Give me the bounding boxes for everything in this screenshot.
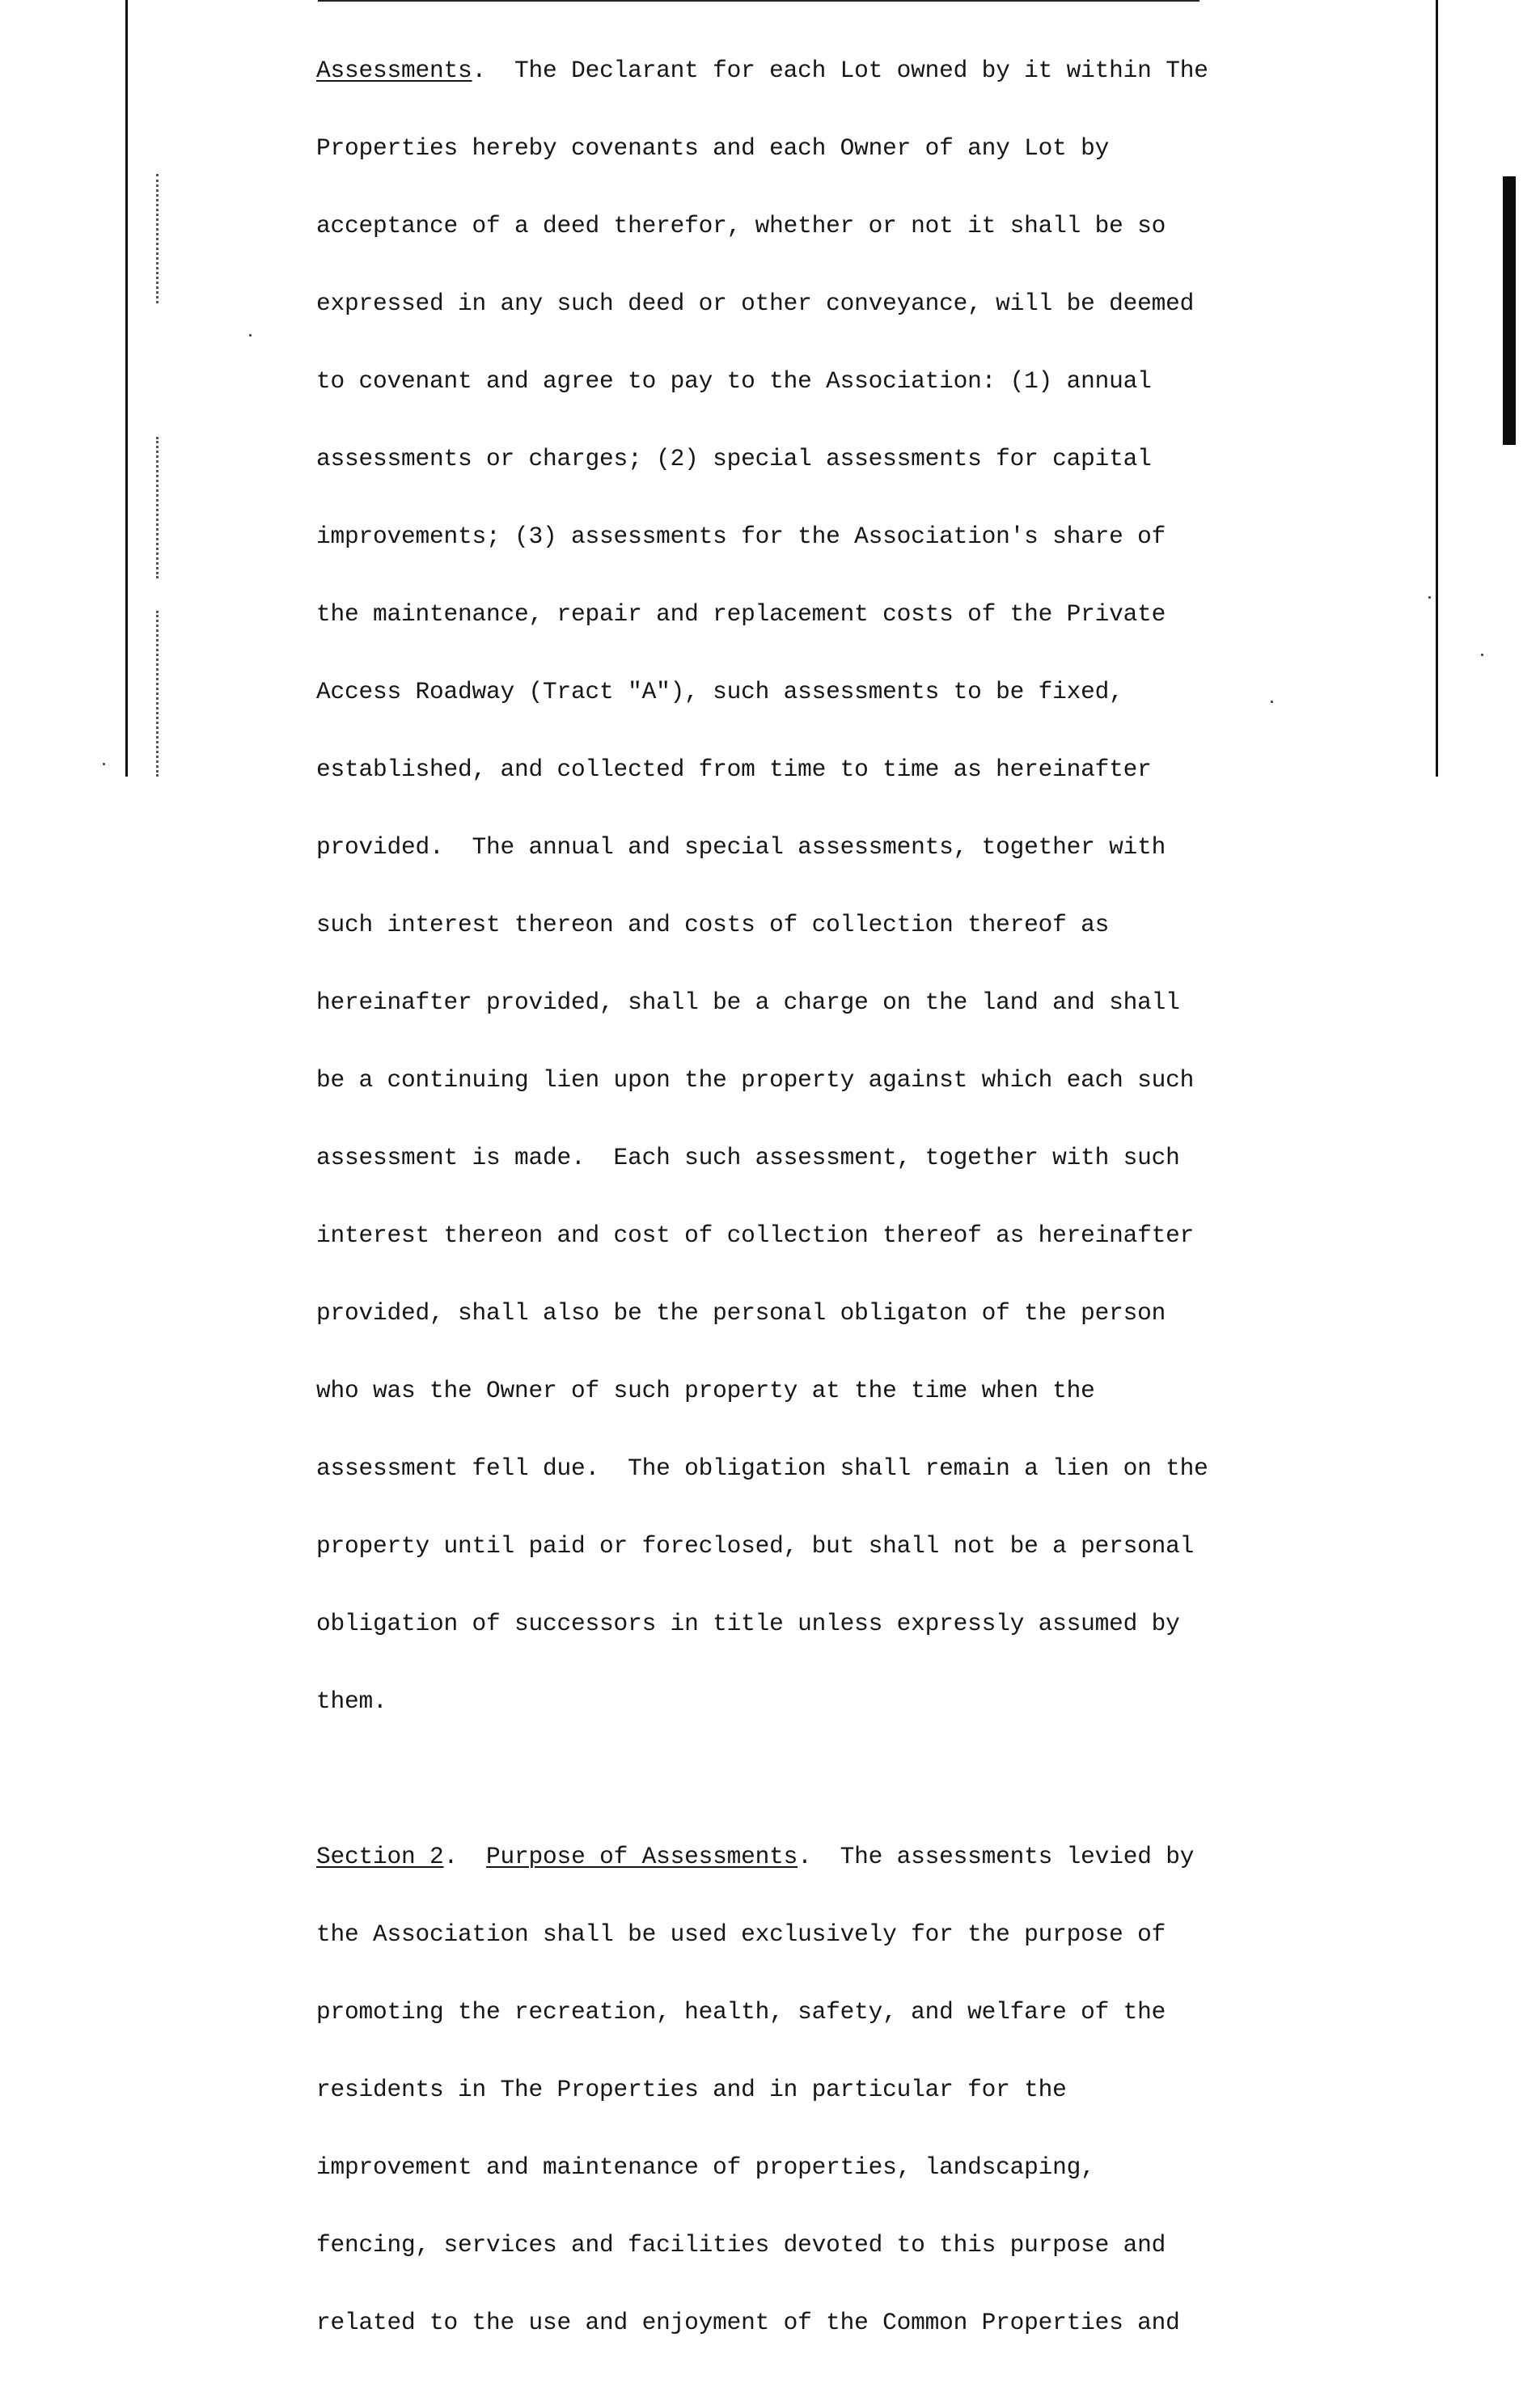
text-line: acceptance of a deed therefor, whether or not it shall be so [316,212,1166,239]
scan-speck [249,334,252,337]
text-line: such interest thereon and costs of collection thereof as [316,911,1110,938]
text-line: Properties hereby covenants and each Owner of any Lot by [316,134,1110,162]
text-line: expressed in any such deed or other conveyance, will be deemed [316,290,1195,317]
text-line: residents in The Properties and in particular for the [316,2076,1067,2103]
text-line: the maintenance, repair and replacement costs of the Private [316,600,1166,628]
text-line: interest thereon and cost of collection thereof as hereinafter [316,1222,1195,1249]
text-line: who was the Owner of such property at the time when the [316,1377,1095,1404]
text-line: obligation of successors in title unless expressly assumed by [316,1610,1180,1637]
text-line: provided, shall also be the personal obligaton of the person [316,1299,1166,1327]
text-line: the Association shall be used exclusively for the purpose of [316,1920,1166,1948]
text-line: promoting the recreation, health, safety, and welfare of the [316,1998,1166,2026]
text-line: established, and collected from time to time as hereinafter [316,756,1152,783]
text-line: improvements; (3) assessments for the Association's share of [316,523,1166,550]
text-line: to covenant and agree to pay to the Association: (1) annual [316,367,1152,395]
text-line: provided. The annual and special assessments, together with [316,833,1166,861]
text-line: Access Roadway (Tract "A"), such assessments to be fixed, [316,678,1123,705]
text-line: related to the use and enjoyment of the Common Properties and [316,2309,1180,2336]
margin-change-bar [1503,176,1516,445]
text-line: assessment is made. Each such assessment, together with such [316,1144,1180,1171]
section2-title: Purpose of Assessments [486,1843,798,1870]
text-line: Assessments. The Declarant for each Lot owned by it within The [316,57,1208,84]
margin-dotted-line [156,437,161,578]
text-line: fencing, services and facilities devoted to this purpose and [316,2231,1166,2259]
text-line: them. [316,1687,387,1715]
document-body [316,6,1449,2387]
scan-speck [103,763,105,765]
paragraph-gap [316,1766,1449,1792]
left-page-border [125,0,128,777]
text-line: improvement and maintenance of properties, landscaping, [316,2153,1095,2181]
section2-number: Section 2 [316,1843,444,1870]
text-line: assessment fell due. The obligation shall remain a lien on the [316,1454,1208,1482]
top-underline-rule [318,0,1199,2]
margin-dotted-line [156,174,161,303]
text-line: property until paid or foreclosed, but shall not be a personal [316,1532,1195,1560]
scan-speck [1481,654,1483,656]
text-line: assessments or charges; (2) special assessments for capital [316,445,1152,472]
section2-heading-line: Section 2. Purpose of Assessments. The assessments levied by [316,1843,1195,1870]
margin-dotted-line [156,611,161,777]
text-line: hereinafter provided, shall be a charge on the land and shall [316,989,1180,1016]
section1-heading: Assessments [316,57,472,84]
text-line: be a continuing lien upon the property against which each such [316,1066,1195,1094]
